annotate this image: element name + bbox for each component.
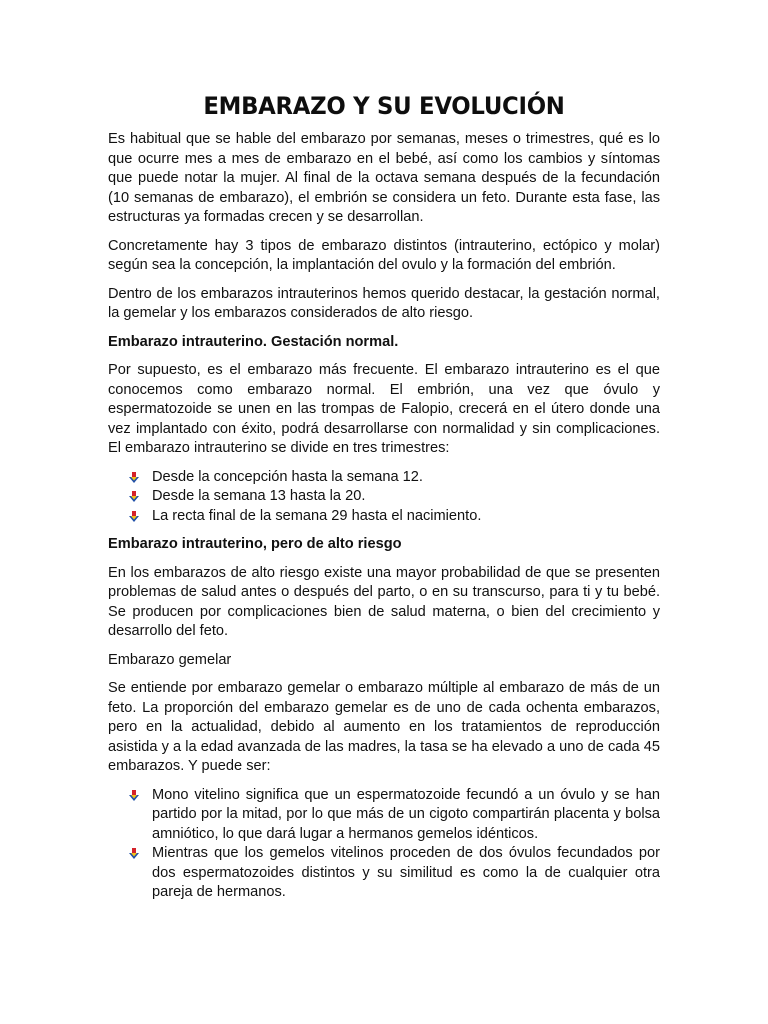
section-body-risk: En los embarazos de alto riesgo existe una mayor probabilidad de que se presenten problemas de salud antes o después del parto, o en su transcurso, para ti y tu bebé. Se producen por complicaciones bien de salud materna, o bien del crecimiento y desarrollo del feto. [108, 564, 660, 639]
page-title: EMBARAZO Y SU EVOLUCIÓN [203, 92, 565, 120]
arrow-bullet-icon [128, 848, 140, 860]
list-item-text: La recta final de la semana 29 hasta el nacimiento. [152, 507, 482, 524]
list-item [152, 786, 660, 845]
trimester-list [108, 468, 660, 527]
twins-list [108, 786, 660, 903]
arrow-bullet-icon [128, 472, 140, 484]
section-body-normal: Por supuesto, es el embarazo más frecuente. El embarazo intrauterino es el que conocemos como embarazo normal. El embrión, una vez que óvulo y espermatozoide se unen en las trompas de Falopio, crecerá en el útero donde una vez implantado con éxito, podrá desarrollarse con normalidad y sin complicaciones. El embarazo intrauterino se divide en tres trimestres: [108, 362, 660, 456]
section-body-twins: Se entiende por embarazo gemelar o embarazo múltiple al embarazo de más de un feto. La proporción del embarazo gemelar es de uno de cada ochenta embarazos, pero en la actualidad, debido al aumento en los tratamientos de reproducción asistida y a la edad avanzada de las madres, la tasa se ha elevado a uno de cada 45 embarazos. Y puede ser: [108, 680, 660, 774]
types-paragraph: Concretamente hay 3 tipos de embarazo distintos (intrauterino, ectópico y molar) según sea la concepción, la implantación del ovulo y la formación del embrión. [108, 237, 660, 273]
section-heading-risk: Embarazo intrauterino, pero de alto riesgo [108, 536, 402, 552]
list-item-text: Mono vitelino significa que un espermatozoide fecundó a un óvulo y se han partido por la mitad, por lo que más de un cigoto compartirán placenta y bolsa amniótico, lo que dará lugar a hermanos gemelos idénticos. [152, 786, 660, 842]
list-item [152, 487, 660, 507]
arrow-bullet-icon [128, 511, 140, 523]
list-item-text: Mientras que los gemelos vitelinos proceden de dos óvulos fecundados por dos espermatozoides distintos y su similitud es como la de cualquier otra pareja de hermanos. [152, 845, 660, 900]
document-page [108, 92, 660, 912]
arrow-bullet-icon [128, 491, 140, 503]
intro-paragraph: Es habitual que se hable del embarazo por semanas, meses o trimestres, qué es lo que ocurre mes a mes de embarazo en el bebé, así como los cambios y síntomas que puede notar la mujer. Al final de la octava semana después de la fecundación (10 semanas de embarazo), el embrión se considera un feto. Durante esta fase, las estructuras ya formadas crecen y se desarrollan. [108, 131, 660, 225]
list-item-text: Desde la concepción hasta la semana 12. [152, 468, 423, 485]
section-heading-normal: Embarazo intrauterino. Gestación normal. [108, 333, 399, 350]
list-item [152, 844, 660, 903]
list-item-text: Desde la semana 13 hasta la 20. [152, 488, 366, 504]
list-item [152, 468, 660, 488]
list-item [152, 507, 660, 527]
arrow-bullet-icon [128, 790, 140, 802]
highlight-paragraph: Dentro de los embarazos intrauterinos hemos querido destacar, la gestación normal, la gemelar y los embarazos considerados de alto riesgo. [108, 285, 660, 321]
section-heading-twins: Embarazo gemelar [108, 651, 232, 668]
